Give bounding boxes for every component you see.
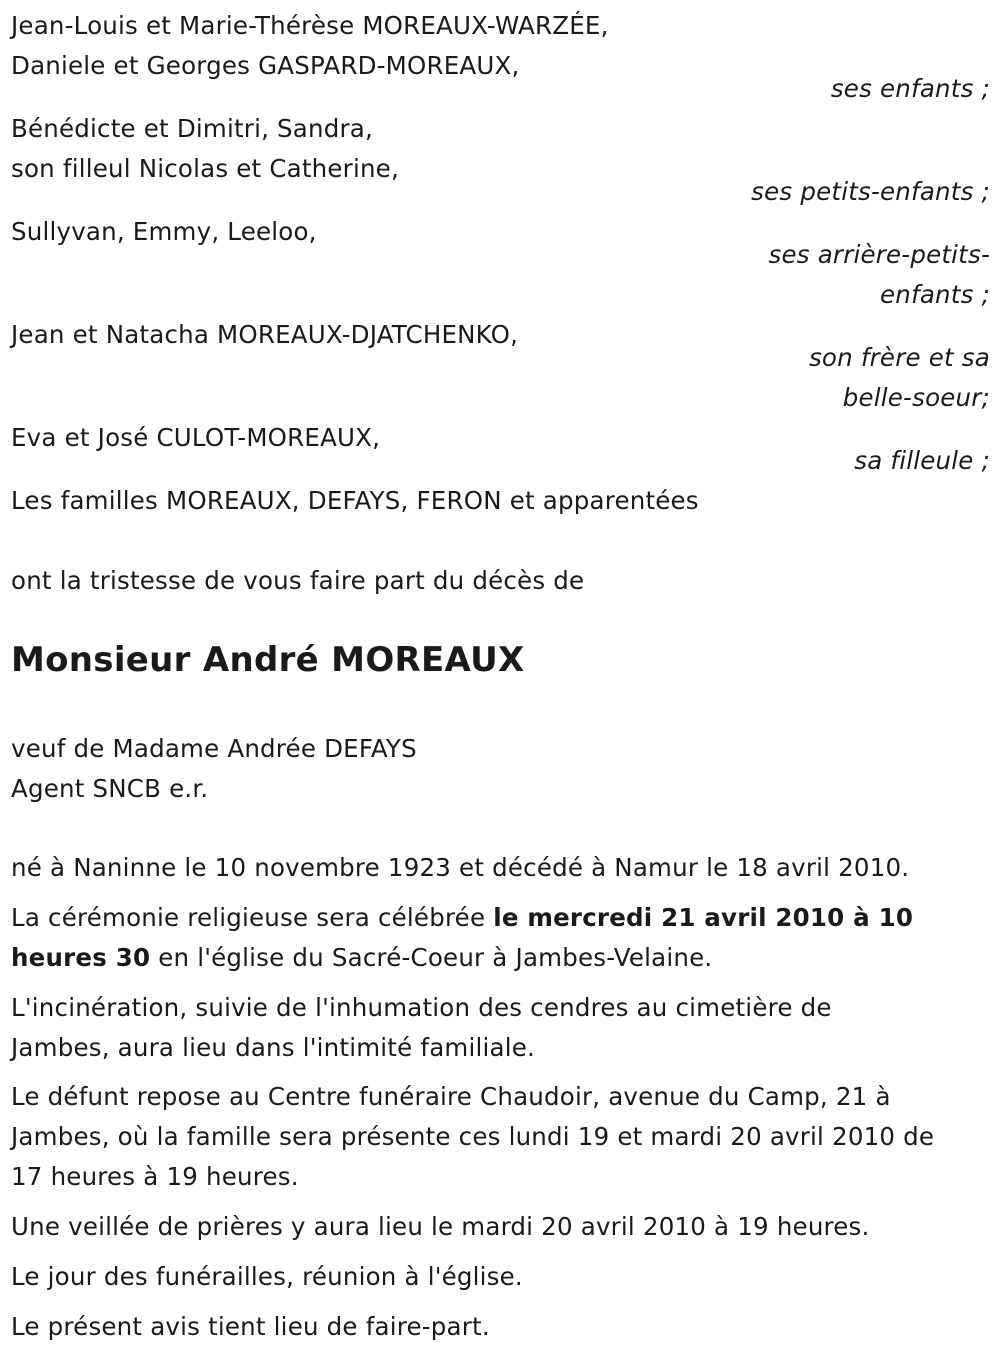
brother-relation-2: belle-soeur; (842, 383, 990, 412)
children-line-1: Jean-Louis et Marie-Thérèse MOREAUX-WARZÉE, (11, 11, 609, 40)
incineration-line-2: Jambes, aura lieu dans l'intimité familiale. (11, 1033, 535, 1062)
rest-line-3: 17 heures à 19 heures. (11, 1162, 299, 1191)
ceremony-line-1 (11, 902, 913, 934)
rest-line-2: Jambes, où la famille sera présente ces lundi 19 et mardi 20 avril 2010 de (11, 1122, 935, 1151)
brother-line: Jean et Natacha MOREAUX-DJATCHENKO, (11, 320, 519, 349)
birth-death-line: né à Naninne le 10 novembre 1923 et décédé à Namur le 18 avril 2010. (11, 853, 910, 882)
incineration-line-1: L'incinération, suivie de l'inhumation des cendres au cimetière de (11, 993, 832, 1022)
goddaughter-line: Eva et José CULOT-MOREAUX, (11, 423, 381, 452)
grandchildren-relation: ses petits-enfants ; (751, 177, 990, 206)
intro-line: ont la tristesse de vous faire part du décès de (11, 566, 585, 595)
ceremony-line-2 (11, 942, 712, 974)
rest-line-1: Le défunt repose au Centre funéraire Chaudoir, avenue du Camp, 21 à (11, 1082, 891, 1111)
notice-line: Le présent avis tient lieu de faire-part. (11, 1312, 490, 1341)
grandchildren-line-1: Bénédicte et Dimitri, Sandra, (11, 114, 373, 143)
vigil-line: Une veillée de prières y aura lieu le mardi 20 avril 2010 à 19 heures. (11, 1212, 870, 1241)
families-line: Les familles MOREAUX, DEFAYS, FERON et apparentées (11, 486, 699, 515)
ceremony-text-post: en l'église du Sacré-Coeur à Jambes-Velaine. (150, 943, 713, 972)
goddaughter-relation: sa filleule ; (854, 446, 990, 475)
children-line-2: Daniele et Georges GASPARD-MOREAUX, (11, 51, 520, 80)
ceremony-time-bold: heures 30 (11, 943, 151, 972)
funeral-day-line: Le jour des funérailles, réunion à l'église. (11, 1262, 523, 1291)
great-grandchildren-relation-2: enfants ; (880, 280, 990, 309)
great-grandchildren-relation-1: ses arrière-petits- (768, 240, 990, 269)
brother-relation-1: son frère et sa (808, 343, 990, 372)
children-relation: ses enfants ; (830, 74, 990, 103)
ceremony-text-pre: La cérémonie religieuse sera célébrée (11, 903, 494, 932)
great-grandchildren-line: Sullyvan, Emmy, Leeloo, (11, 217, 317, 246)
ceremony-date-bold: le mercredi 21 avril 2010 à 10 (493, 903, 914, 932)
deceased-name: Monsieur André MOREAUX (11, 640, 525, 680)
grandchildren-line-2: son filleul Nicolas et Catherine, (11, 154, 399, 183)
widow-line: veuf de Madame Andrée DEFAYS (11, 734, 417, 763)
occupation-line: Agent SNCB e.r. (11, 774, 209, 803)
